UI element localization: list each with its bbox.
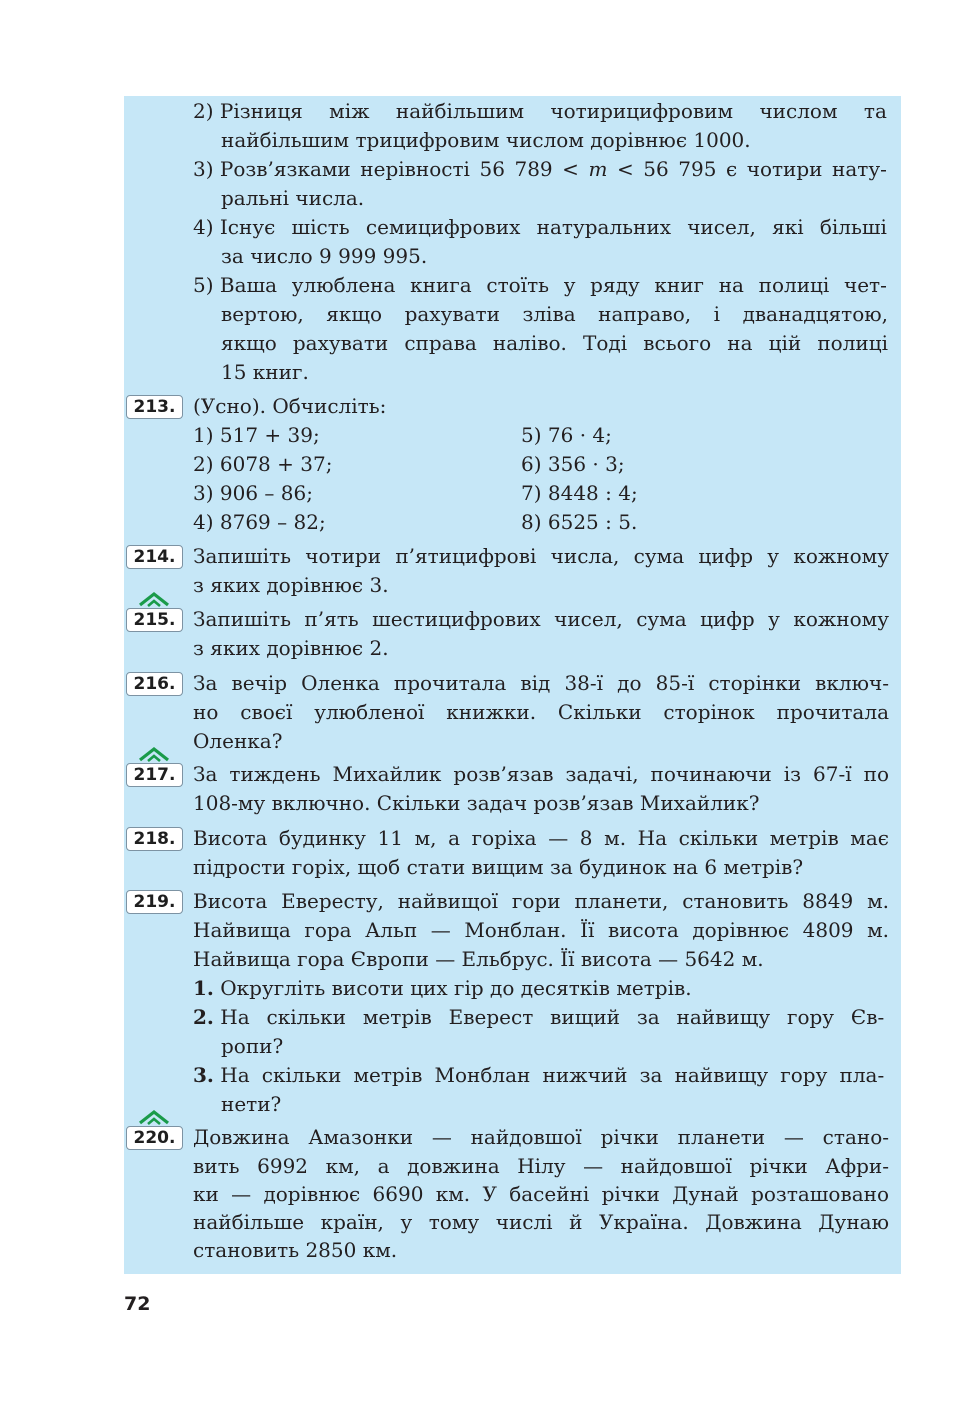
variable-m: m <box>588 157 608 181</box>
task-215-line-2: з яких дорівнює 2. <box>193 636 389 660</box>
task-220-line-5: становить 2850 км. <box>193 1238 398 1262</box>
task-217-line-2: 108-му включно. Скільки задач розв’язав Михайлик? <box>193 791 760 815</box>
task-213-item-4: 4) 8769 – 82; <box>193 510 326 534</box>
house-homework-icon <box>137 591 171 607</box>
task-213-title: (Усно). Обчисліть: <box>193 394 387 418</box>
task-214-line-2: з яких дорівнює 3. <box>193 573 389 597</box>
task-220-line-4: найбільше країн, у тому числі й Україна. Довжина Дунаю <box>193 1210 889 1234</box>
task-220-number: 220. <box>126 1126 183 1150</box>
task-220-line-3: ки — дорівнює 6690 км. У басейні річки Дунай розташовано <box>193 1182 889 1206</box>
statement-2-line-1: 2) Різниця між найбільшим чотирицифровим числом та <box>193 99 887 123</box>
task-219-sub-3-line-2: нети? <box>221 1092 282 1116</box>
task-213-item-1: 1) 517 + 39; <box>193 423 320 447</box>
house-homework-icon <box>137 746 171 762</box>
task-219-sub-2-line-1: 2. На скільки метрів Еверест вищий за найвищу гору Єв- <box>193 1005 885 1029</box>
task-218-line-1: Висота будинку 11 м, а горіха — 8 м. На скільки метрів має <box>193 826 889 850</box>
task-218-number: 218. <box>126 827 183 851</box>
statement-3-line-2: ральні числа. <box>221 186 365 210</box>
task-216-number: 216. <box>126 672 183 696</box>
task-213-item-6: 6) 356 · 3; <box>521 452 625 476</box>
task-213-number: 213. <box>126 395 183 419</box>
task-216-line-1: За вечір Оленка прочитала від 38-ї до 85-ї сторінки включ- <box>193 671 889 695</box>
statement-5-line-4: 15 книг. <box>221 360 309 384</box>
task-218-line-2: підрости горіх, щоб стати вищим за будинок на 6 метрів? <box>193 855 804 879</box>
task-220-line-1: Довжина Амазонки — найдовшої річки планети — стано- <box>193 1125 889 1149</box>
statement-5-line-1: 5) Ваша улюблена книга стоїть у ряду книг на полиці чет- <box>193 273 887 297</box>
task-219-sub-3-line-1: 3. На скільки метрів Монблан нижчий за найвищу гору пла- <box>193 1063 885 1087</box>
task-219-sub-2-line-2: ропи? <box>221 1034 284 1058</box>
task-213-item-3: 3) 906 – 86; <box>193 481 313 505</box>
task-215-number: 215. <box>126 608 183 632</box>
task-219-sub-1: 1. Округліть висоти цих гір до десятків метрів. <box>193 976 692 1000</box>
statement-3-line-1: 3) Розв’язками нерівності 56 789 < m < 56 795 є чотири нату- <box>193 157 887 181</box>
task-220-line-2: вить 6992 км, а довжина Нілу — найдовшої річки Афри- <box>193 1154 889 1178</box>
task-217-line-1: За тиждень Михайлик розв’язав задачі, починаючи із 67-ї по <box>193 762 889 786</box>
statement-4-line-2: за число 9 999 995. <box>221 244 428 268</box>
statement-5-line-3: якщо рахувати справа наліво. Тоді всього на цій полиці <box>221 331 888 355</box>
task-213-item-5: 5) 76 · 4; <box>521 423 612 447</box>
task-219-line-2: Найвища гора Альп — Монблан. Її висота дорівнює 4809 м. <box>193 918 889 942</box>
statement-2-line-2: найбільшим трицифровим числом дорівнює 1000. <box>221 128 751 152</box>
task-213-item-8: 8) 6525 : 5. <box>521 510 638 534</box>
task-214-number: 214. <box>126 545 183 569</box>
house-homework-icon <box>137 1109 171 1125</box>
task-219-line-3: Найвища гора Європи — Ельбрус. Її висота — 5642 м. <box>193 947 764 971</box>
task-216-line-2: но своєї улюбленої книжки. Скільки сторінок прочитала <box>193 700 889 724</box>
task-217-number: 217. <box>126 763 183 787</box>
task-213-item-7: 7) 8448 : 4; <box>521 481 638 505</box>
task-219-number: 219. <box>126 890 183 914</box>
statement-4-line-1: 4) Існує шість семицифрових натуральних чисел, які більші <box>193 215 887 239</box>
task-213-item-2: 2) 6078 + 37; <box>193 452 333 476</box>
page-number: 72 <box>124 1293 151 1315</box>
task-219-line-1: Висота Евересту, найвищої гори планети, становить 8849 м. <box>193 889 889 913</box>
task-216-line-3: Оленка? <box>193 729 283 753</box>
task-215-line-1: Запишіть п’ять шестицифрових чисел, сума цифр у кожному <box>193 607 889 631</box>
statement-5-line-2: вертою, якщо рахувати зліва направо, і дванадцятою, <box>221 302 888 326</box>
task-214-line-1: Запишіть чотири п’ятицифрові числа, сума цифр у кожному <box>193 544 889 568</box>
